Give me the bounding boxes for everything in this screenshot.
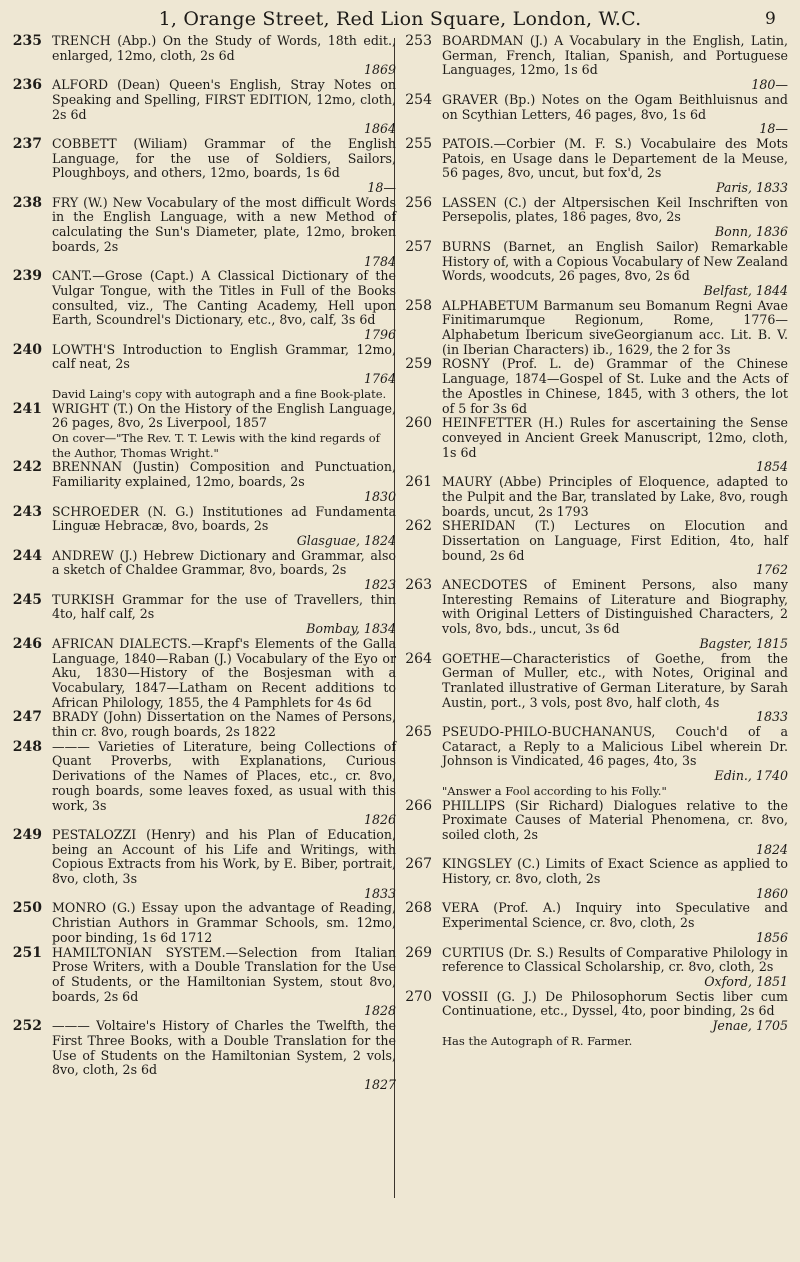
entry-number: 257 <box>405 238 432 255</box>
entry-number: 266 <box>405 797 432 814</box>
entry-description: ——— Varieties of Literature, being Collections of Quant Proverbs, with Explanations, Curious Derivations of the Names of Places, etc., cr. 8vo, rough boards, some leaves foxed, as usual with this work, 3s <box>52 738 396 813</box>
entry-description: LOWTH'S Introduction to English Grammar, 12mo, calf neat, 2s <box>52 341 396 372</box>
entry-description: AFRICAN DIALECTS.—Krapf's Elements of the Galla Language, 1840—Raban (J.) Vocabulary of the Eyo or Aku, 1830—History of the Bosjesman with a Vocabulary, 1847—Latham on Recent additions to African Philology, 1855, the 4 Pamphlets for 4s 6d <box>52 635 396 710</box>
entry-number: 263 <box>405 577 432 594</box>
entry-description: PATOIS.—Corbier (M. F. S.) Vocabulaire des Mots Patois, en Usage dans le Departement de la Meuse, 56 pages, 8vo, uncut, but fox'd, 2s <box>442 135 788 181</box>
catalogue-entry <box>8 343 396 402</box>
entry-description: HAMILTONIAN SYSTEM.—Selection from Italian Prose Writers, with a Double Translation for the Use of Students, or the Hamiltonian System, stout 8vo, boards, 2s 6d <box>52 944 396 1004</box>
entry-number: 251 <box>12 944 42 961</box>
entry-imprint: 180— <box>751 77 788 93</box>
entry-description: VOSSII (G. J.) De Philosophorum Sectis liber cum Continuatione, etc., Dyssel, 4to, poor binding, 2s 6d <box>442 988 788 1019</box>
catalogue-entry <box>398 416 788 475</box>
entry-description: HEINFETTER (H.) Rules for ascertaining the Sense conveyed in Ancient Greek Manuscript, 12mo, cloth, 1s 6d <box>442 415 788 460</box>
entry-imprint: 1826 <box>363 812 396 828</box>
catalogue-entry <box>398 519 788 578</box>
entry-number: 256 <box>405 194 432 211</box>
entry-imprint: Jenae, 1705 <box>712 1018 788 1034</box>
entry-imprint: 1824 <box>755 841 788 857</box>
entry-description: ANDREW (J.) Hebrew Dictionary and Grammar, also a sketch of Chaldee Grammar, 8vo, boards, 2s <box>52 547 396 578</box>
entry-number: 243 <box>12 503 42 520</box>
catalogue-entry <box>8 946 396 1020</box>
entry-imprint: 1860 <box>755 885 788 901</box>
entry-imprint: 1762 <box>755 562 788 578</box>
entry-imprint: Bombay, 1834 <box>306 621 396 637</box>
catalogue-entry <box>398 799 788 858</box>
entry-imprint: 1764 <box>363 371 396 387</box>
right-column <box>398 34 788 1049</box>
catalogue-entry <box>8 196 396 270</box>
entry-number: 268 <box>405 900 432 917</box>
catalogue-entry <box>398 652 788 726</box>
entry-description: ANECDOTES of Eminent Persons, also many Interesting Remains of Literature and Biography, with Original Letters of Distinguished Characters, 2 vols, 8vo, bds., uncut, 3s 6d <box>442 577 788 637</box>
catalogue-entry <box>8 34 396 78</box>
catalogue-entry <box>8 901 396 945</box>
entry-description: MAURY (Abbe) Principles of Eloquence, adapted to the Pulpit and the Bar, translated by Lake, 8vo, rough boards, uncut, 2s 1793 <box>442 474 788 519</box>
entry-imprint: Bagster, 1815 <box>699 635 788 651</box>
catalogue-entry <box>8 593 396 637</box>
entry-description: ALPHABETUM Barmanum seu Bomanum Regni Avae Finitimarumque Regionum, Rome, 1776—Alphabetum Ibericum siveGeorgianum acc. Lit. B. V. (in Iberian Characters) ib., 1629, the 2 for 3s <box>442 297 788 357</box>
entry-description: PESTALOZZI (Henry) and his Plan of Education, being an Account of his Life and Writings, with Copious Extracts from his Work, by E. Biber, portrait, 8vo, cloth, 3s <box>52 826 396 887</box>
entry-description: ——— Voltaire's History of Charles the Twelfth, the First Three Books, with a Double Translation for the Use of Students on the Hamiltonian System, 2 vols, 8vo, cloth, 2s 6d <box>52 1018 396 1078</box>
entry-number: 236 <box>12 77 42 94</box>
entry-note: Has the Autograph of R. Farmer. <box>442 1033 633 1048</box>
entry-imprint: 1856 <box>755 929 788 945</box>
entry-description: KINGSLEY (C.) Limits of Exact Science as applied to History, cr. 8vo, cloth, 2s <box>442 856 788 887</box>
entry-imprint: 1869 <box>363 62 396 78</box>
entry-description: GRAVER (Bp.) Notes on the Ogam Beithluisnus and on Scythian Letters, 46 pages, 8vo, 1s 6d <box>442 91 788 122</box>
catalogue-entry <box>8 549 396 593</box>
page-number: 9 <box>764 9 776 29</box>
entry-number: 242 <box>12 459 42 476</box>
entry-number: 262 <box>405 518 432 535</box>
entry-number: 250 <box>12 900 42 917</box>
entry-imprint: 1833 <box>755 709 788 725</box>
entry-description: BURNS (Barnet, an English Sailor) Remarkable History of, with a Copious Vocabulary of New Zealand Words, woodcuts, 26 pages, 8vo, 2s 6d <box>442 238 788 284</box>
entry-number: 237 <box>12 135 42 152</box>
entry-number: 259 <box>405 356 432 373</box>
entry-number: 239 <box>12 268 42 285</box>
entry-description: TRENCH (Abp.) On the Study of Words, 18th edit., enlarged, 12mo, cloth, 2s 6d <box>52 33 396 63</box>
catalogue-entry <box>398 857 788 901</box>
entry-description: LASSEN (C.) der Altpersischen Keil Inschriften von Persepolis, plates, 186 pages, 8vo, 2s <box>442 194 788 225</box>
catalogue-entry <box>8 269 396 343</box>
entry-number: 261 <box>405 474 432 491</box>
catalogue-entry <box>8 402 396 461</box>
catalogue-entry <box>398 137 788 196</box>
entry-number: 241 <box>12 400 42 417</box>
entry-description: WRIGHT (T.) On the History of the English Language, 26 pages, 8vo, 2s Liverpool, 1857 <box>52 400 396 431</box>
entry-description: COBBETT (Wiliam) Grammar of the English Language, for the use of Soldiers, Sailors, Ploughboys, and others, 12mo, boards, 1s 6d <box>52 135 396 181</box>
entry-imprint: 1827 <box>363 1076 396 1092</box>
entry-imprint: Glasguae, 1824 <box>296 532 396 548</box>
entry-number: 238 <box>12 194 42 211</box>
page-header <box>0 4 800 34</box>
entry-description: GOETHE—Characteristics of Goethe, from the German of Muller, etc., with Notes, Original and Tranlated illustrative of German Literature, by Sarah Austin, port., 3 vols, post 8vo, half cloth, 4s <box>442 650 788 710</box>
entry-number: 270 <box>405 988 432 1005</box>
catalogue-entry <box>398 34 788 93</box>
catalogue-entry <box>398 725 788 799</box>
entry-description: CANT.—Grose (Capt.) A Classical Dictionary of the Vulgar Tongue, with the Titles in Full of the Books consulted, viz., The Canting Academy, Hell upon Earth, Scoundrel's Dictionary, etc., 8vo, calf, 3s 6d <box>52 268 396 328</box>
entry-number: 235 <box>12 33 42 49</box>
entry-description: BOARDMAN (J.) A Vocabulary in the English, Latin, German, French, Italian, Spanish, and Portuguese Languages, 12mo, 1s 6d <box>442 33 788 78</box>
catalogue-entry <box>8 505 396 549</box>
entry-note: On cover—"The Rev. T. T. Lewis with the kind regards of the Author, Thomas Wright." <box>52 430 380 460</box>
entry-number: 254 <box>405 91 432 108</box>
catalogue-entry <box>398 196 788 240</box>
entry-description: PHILLIPS (Sir Richard) Dialogues relative to the Proximate Causes of Material Phenomena, cr. 8vo, soiled cloth, 2s <box>442 797 788 842</box>
catalogue-entry <box>398 299 788 358</box>
entry-description: FRY (W.) New Vocabulary of the most difficult Words in the English Language, with a new Method of calculating the Sun's Diameter, plate, 12mo, broken boards, 2s <box>52 194 396 254</box>
entry-imprint: 1830 <box>363 488 396 504</box>
catalogue-entry <box>8 460 396 504</box>
entry-number: 245 <box>12 591 42 608</box>
entry-imprint: Belfast, 1844 <box>703 282 788 298</box>
header-address: 1, Orange Street, Red Lion Square, London, W.C. <box>158 8 642 30</box>
catalogue-entry <box>398 990 788 1049</box>
left-column <box>8 34 396 1093</box>
entry-imprint: 1864 <box>363 121 396 137</box>
entry-description: SCHROEDER (N. G.) Institutiones ad Fundamenta Linguæ Hebracæ, 8vo, boards, 2s <box>52 503 396 534</box>
catalogue-entry <box>398 240 788 299</box>
catalogue-entry <box>8 710 396 739</box>
entry-number: 255 <box>405 135 432 152</box>
catalogue-entry <box>8 78 396 137</box>
entry-imprint: 18— <box>367 180 396 196</box>
entry-imprint: 1796 <box>363 327 396 343</box>
entry-description: TURKISH Grammar for the use of Travellers, thin 4to, half calf, 2s <box>52 591 396 622</box>
entry-number: 264 <box>405 650 432 667</box>
entry-number: 247 <box>12 709 42 726</box>
entry-imprint: 1823 <box>363 577 396 593</box>
entry-imprint: Bonn, 1836 <box>714 224 788 240</box>
catalogue-entry <box>8 637 396 711</box>
entry-description: ALFORD (Dean) Queen's English, Stray Notes on Speaking and Spelling, FIRST EDITION, 12mo, cloth, 2s 6d <box>52 77 396 122</box>
catalogue-entry <box>398 946 788 990</box>
entry-description: SHERIDAN (T.) Lectures on Elocution and Dissertation on Language, First Edition, 4to, half bound, 2s 6d <box>442 518 788 563</box>
entry-description: PSEUDO-PHILO-BUCHANANUS, Couch'd of a Cataract, a Reply to a Malicious Libel wherein Dr. Johnson is Vindicated, 46 pages, 4to, 3s <box>442 724 788 769</box>
entry-description: BRENNAN (Justin) Composition and Punctuation, Familiarity explained, 12mo, boards, 2s <box>52 459 396 490</box>
entry-number: 244 <box>12 547 42 564</box>
entry-number: 269 <box>405 944 432 961</box>
entry-imprint: Edin., 1740 <box>714 768 788 784</box>
entry-imprint: 1784 <box>363 253 396 269</box>
entry-number: 248 <box>12 738 42 755</box>
entry-number: 267 <box>405 856 432 873</box>
entry-description: CURTIUS (Dr. S.) Results of Comparative Philology in reference to Classical Scholarship, cr. 8vo, cloth, 2s <box>442 944 788 975</box>
entry-note: "Answer a Fool according to his Folly." <box>442 783 667 798</box>
entry-number: 253 <box>405 33 432 49</box>
entry-number: 249 <box>12 826 42 843</box>
entry-number: 260 <box>405 415 432 432</box>
catalogue-entry <box>398 578 788 652</box>
catalogue-entry <box>398 357 788 416</box>
entry-description: VERA (Prof. A.) Inquiry into Speculative and Experimental Science, cr. 8vo, cloth, 2s <box>442 900 788 931</box>
entry-imprint: Paris, 1833 <box>716 180 788 196</box>
entry-description: MONRO (G.) Essay upon the advantage of Reading, Christian Authors in Grammar Schools, sm. 12mo, poor binding, 1s 6d 1712 <box>52 900 396 945</box>
entry-imprint: Oxford, 1851 <box>704 974 788 989</box>
entry-imprint: 1833 <box>363 885 396 901</box>
entry-description: ROSNY (Prof. L. de) Grammar of the Chinese Language, 1874—Gospel of St. Luke and the Acts of the Apostles in Chinese, 1845, with 3 others, the lot of 5 for 3s 6d <box>442 356 788 416</box>
catalogue-entry <box>398 93 788 137</box>
catalogue-entry <box>8 740 396 828</box>
entry-number: 252 <box>12 1018 42 1035</box>
entry-number: 265 <box>405 724 432 741</box>
entry-imprint: 1828 <box>363 1003 396 1019</box>
catalogue-entry <box>398 475 788 519</box>
catalogue-entry <box>8 137 396 196</box>
entry-note: David Laing's copy with autograph and a fine Book-plate. <box>52 386 387 401</box>
entry-description: BRADY (John) Dissertation on the Names of Persons, thin cr. 8vo, rough boards, 2s 1822 <box>52 709 396 740</box>
catalogue-entry <box>8 1019 396 1093</box>
catalogue-entry <box>8 828 396 902</box>
entry-number: 258 <box>405 297 432 314</box>
entry-imprint: 1854 <box>755 459 788 475</box>
entry-number: 246 <box>12 635 42 652</box>
entry-number: 240 <box>12 341 42 358</box>
catalogue-entry <box>398 901 788 945</box>
entry-imprint: 18— <box>759 121 788 137</box>
